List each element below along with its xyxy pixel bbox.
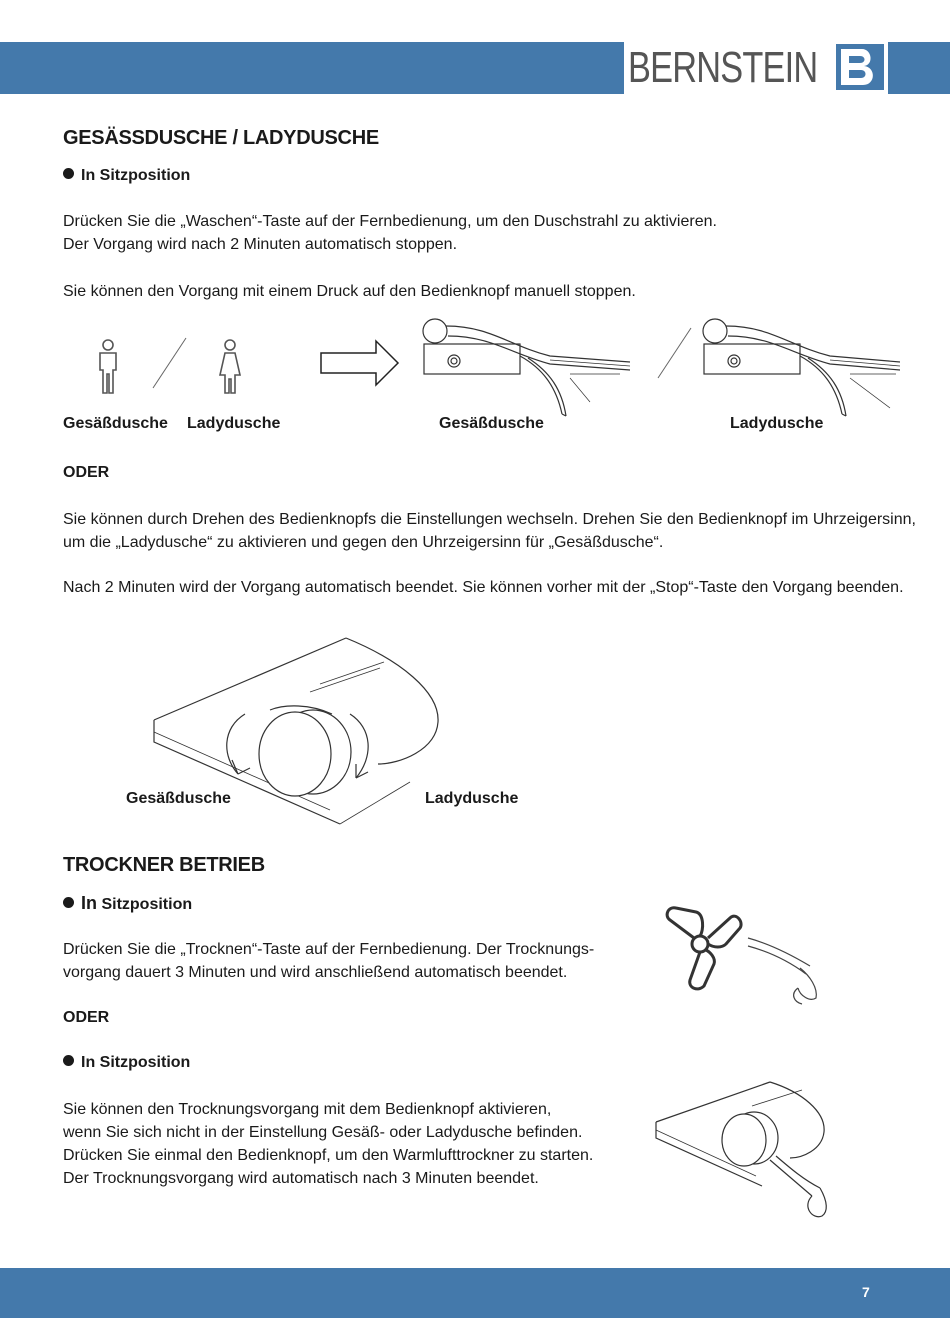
footer-band <box>0 1268 950 1318</box>
divider-slash <box>150 336 190 390</box>
seat-nozzle-illustration-front <box>700 316 912 424</box>
person-female-icon <box>215 339 245 395</box>
section-title-shower: GESÄSSDUSCHE / LADYDUSCHE <box>63 127 379 149</box>
person-male-icon <box>94 339 122 395</box>
page-number: 7 <box>862 1284 870 1300</box>
seat-nozzle-illustration-rear <box>420 316 632 424</box>
text-line: Sie können durch Drehen des Bedienknopfs die Einstellungen wechseln. Drehen Sie den Bedienknopf im Uhrzeigersinn, <box>63 511 916 528</box>
bullet-sitting-position-2 <box>63 1054 190 1072</box>
section-title-dryer: TROCKNER BETRIEB <box>63 854 265 876</box>
label-seat-lady: Ladydusche <box>730 415 824 432</box>
instruction-text-2: Sie können den Vorgang mit einem Druck auf den Bedienknopf manuell stoppen. <box>63 283 636 300</box>
bullet-text-in: In <box>81 893 97 913</box>
bullet-dot <box>63 897 74 908</box>
instruction-text-4: Nach 2 Minuten wird der Vorgang automatisch beendet. Sie können vorher mit der „Stop“-Taste den Vorgang beenden. <box>63 579 904 596</box>
bullet-sitting-position-dryer <box>63 893 192 914</box>
bullet-text-rest: Sitzposition <box>101 896 193 913</box>
text-line: Drücken Sie die „Waschen“-Taste auf der Fernbedienung, um den Duschstrahl zu aktivieren. <box>63 213 717 230</box>
dryer-text-2 <box>63 1098 593 1190</box>
oder-label: ODER <box>63 464 110 481</box>
brand-name: BERNSTEIN <box>628 43 818 92</box>
bullet-dot <box>63 168 74 179</box>
instruction-text-1 <box>63 210 717 256</box>
text-line: Der Vorgang wird nach 2 Minuten automatisch stoppen. <box>63 236 458 253</box>
oder-label-dryer: ODER <box>63 1009 110 1026</box>
text-line: Der Trocknungsvorgang wird automatisch nach 3 Minuten beendet. <box>63 1170 539 1187</box>
brand-logo-icon <box>836 44 884 90</box>
text-line: um die „Ladydusche“ zu aktivieren und gegen den Uhrzeigersinn für „Gesäßdusche“. <box>63 534 664 551</box>
label-icon-gesaess: Gesäßdusche <box>63 415 168 432</box>
bullet-sitting-position <box>63 167 190 185</box>
bullet-text: In Sitzposition <box>81 1054 191 1071</box>
knob-label-gesaess: Gesäßdusche <box>126 790 231 807</box>
text-line: vorgang dauert 3 Minuten und wird anschließend automatisch beendet. <box>63 964 568 981</box>
logo-area <box>624 38 888 96</box>
knob-label-lady: Ladydusche <box>425 790 519 807</box>
label-seat-gesaess: Gesäßdusche <box>439 415 544 432</box>
arrow-right-icon <box>320 340 400 386</box>
divider-slash <box>655 326 695 380</box>
seat-knob-press-illustration <box>652 1076 842 1226</box>
label-icon-lady: Ladydusche <box>187 415 281 432</box>
bullet-dot <box>63 1055 74 1066</box>
text-line: Drücken Sie die „Trocknen“-Taste auf der Fernbedienung. Der Trocknungs- <box>63 941 595 958</box>
text-line: Drücken Sie einmal den Bedienknopf, um den Warmlufttrockner zu starten. <box>63 1147 594 1164</box>
dryer-text-1 <box>63 938 594 984</box>
text-line: wenn Sie sich nicht in der Einstellung Gesäß- oder Ladydusche befinden. <box>63 1124 583 1141</box>
instruction-text-3 <box>63 508 916 554</box>
text-line: Sie können den Trocknungsvorgang mit dem Bedienknopf aktivieren, <box>63 1101 552 1118</box>
bullet-text: In Sitzposition <box>81 167 191 184</box>
fan-remote-illustration <box>630 892 840 1012</box>
